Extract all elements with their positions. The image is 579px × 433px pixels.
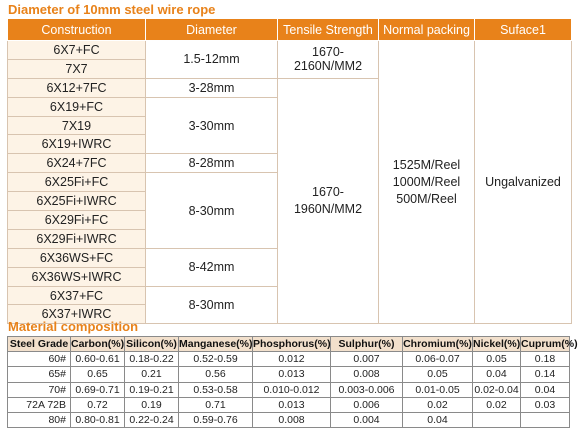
diameter-cell: 8-30mm (146, 286, 278, 324)
grade-cell: 60# (8, 352, 71, 367)
construction-cell: 6X37+FC (8, 286, 146, 305)
table-cell: 0.72 (71, 397, 125, 412)
table-cell: 0.06-0.07 (403, 352, 473, 367)
header-surface: Suface1 (475, 19, 572, 41)
table-cell: 0.71 (179, 397, 253, 412)
header-normal-packing: Normal packing (379, 19, 475, 41)
tensile-line: 1960N/MM2 (293, 202, 363, 217)
table-cell: 0.18-0.22 (125, 352, 179, 367)
table-cell (521, 412, 570, 427)
construction-cell: 6X25Fi+FC (8, 173, 146, 192)
table-cell: 0.19-0.21 (125, 382, 179, 397)
table-cell: 0.02 (403, 397, 473, 412)
table-cell: 0.013 (253, 367, 331, 382)
table-cell: 0.18 (521, 352, 570, 367)
diameter-cell: 3-28mm (146, 78, 278, 97)
diameter-cell: 1.5-12mm (146, 41, 278, 79)
table-cell: 0.006 (331, 397, 403, 412)
table-cell: 0.03 (521, 397, 570, 412)
construction-cell: 7X19 (8, 116, 146, 135)
construction-cell: 6X19+IWRC (8, 135, 146, 154)
table-cell: 0.05 (473, 352, 521, 367)
table-cell: 0.02 (473, 397, 521, 412)
table-row (8, 352, 570, 367)
header-cuprum: Cuprum(%) (521, 338, 578, 351)
construction-cell: 6X36WS+FC (8, 248, 146, 267)
table-cell: 0.56 (179, 367, 253, 382)
construction-cell: 6X29Fi+FC (8, 211, 146, 230)
table-row (8, 397, 570, 412)
material-composition-table (7, 336, 578, 428)
header-phosphorus: Phosphorus(%) (253, 338, 331, 351)
table-header-row (8, 19, 572, 41)
grade-cell: 72A 72B (8, 397, 71, 412)
table-header-row (8, 337, 570, 352)
table-cell: 0.013 (253, 397, 331, 412)
header-silicon: Silicon(%) (126, 338, 177, 351)
table-cell: 0.04 (403, 412, 473, 427)
construction-cell: 6X37+IWRC (8, 305, 146, 324)
table-cell: 0.01-0.05 (403, 382, 473, 397)
table-cell (473, 412, 521, 427)
construction-cell: 6X19+FC (8, 97, 146, 116)
table-cell: 0.012 (253, 352, 331, 367)
diameter-cell: 8-42mm (146, 248, 278, 286)
table-cell: 0.65 (71, 367, 125, 382)
table-cell: 0.59-0.76 (179, 412, 253, 427)
header-chromium: Chromium(%) (403, 338, 472, 351)
construction-cell: 6X7+FC (8, 41, 146, 60)
surface-cell: Ungalvanized (475, 41, 572, 324)
header-nickel: Nickel(%) (473, 338, 521, 351)
table-cell: 0.008 (253, 412, 331, 427)
grade-cell: 65# (8, 367, 71, 382)
table-cell: 0.007 (331, 352, 403, 367)
header-tensile-strength: Tensile Strength (278, 19, 379, 41)
header-steel-grade: Steel Grade (8, 337, 71, 352)
table-cell: 0.19 (125, 397, 179, 412)
tensile-cell (278, 78, 379, 324)
packing-line: 1525M/Reel (392, 157, 461, 172)
construction-cell: 6X12+7FC (8, 78, 146, 97)
table-cell: 0.010-0.012 (253, 382, 331, 397)
diameter-cell: 8-28mm (146, 154, 278, 173)
tensile-cell: 1670-2160N/MM2 (278, 41, 379, 79)
table-cell: 0.02-0.04 (474, 383, 519, 396)
table-cell: 0.80-0.81 (71, 412, 125, 427)
grade-cell: 70# (8, 382, 71, 397)
table-cell: 0.008 (331, 367, 403, 382)
header-diameter: Diameter (146, 19, 278, 41)
tensile-line: 1670- (312, 185, 344, 200)
header-construction: Construction (8, 19, 146, 41)
grade-cell: 80# (8, 412, 71, 427)
table-cell: 0.05 (403, 367, 473, 382)
table-cell: 0.14 (521, 367, 570, 382)
packing-cell (379, 41, 475, 324)
table-cell: 0.60-0.61 (71, 352, 125, 367)
table-row (8, 412, 570, 427)
rope-table-title: Diameter of 10mm steel wire rope (8, 2, 216, 17)
table-cell: 0.003-0.006 (331, 382, 403, 397)
table-cell: 0.69-0.71 (71, 382, 125, 397)
construction-cell: 6X24+7FC (8, 154, 146, 173)
construction-cell: 7X7 (8, 59, 146, 78)
table-row (8, 382, 570, 397)
table-cell: 0.21 (125, 367, 179, 382)
table-cell: 0.22-0.24 (125, 412, 179, 427)
table-row (8, 41, 572, 60)
header-sulphur: Sulphur(%) (331, 337, 403, 352)
table-cell: 0.52-0.59 (179, 352, 253, 367)
table-cell: 0.53-0.58 (179, 382, 253, 397)
material-table-title: Material composition (8, 319, 139, 334)
construction-cell: 6X25Fi+IWRC (8, 192, 146, 211)
diameter-cell: 8-30mm (146, 173, 278, 249)
header-carbon: Carbon(%) (71, 338, 125, 351)
table-cell: 0.004 (331, 412, 403, 427)
rope-spec-table (7, 18, 572, 324)
header-manganese: Manganese(%) (179, 338, 253, 351)
table-cell: 0.04 (521, 382, 570, 397)
diameter-cell: 3-30mm (146, 97, 278, 154)
packing-line: 500M/Reel (396, 191, 457, 206)
construction-cell: 6X29Fi+IWRC (8, 229, 146, 248)
table-cell: 0.04 (473, 367, 521, 382)
packing-line: 1000M/Reel (392, 174, 461, 189)
table-row (8, 367, 570, 382)
construction-cell: 6X36WS+IWRC (8, 267, 146, 286)
